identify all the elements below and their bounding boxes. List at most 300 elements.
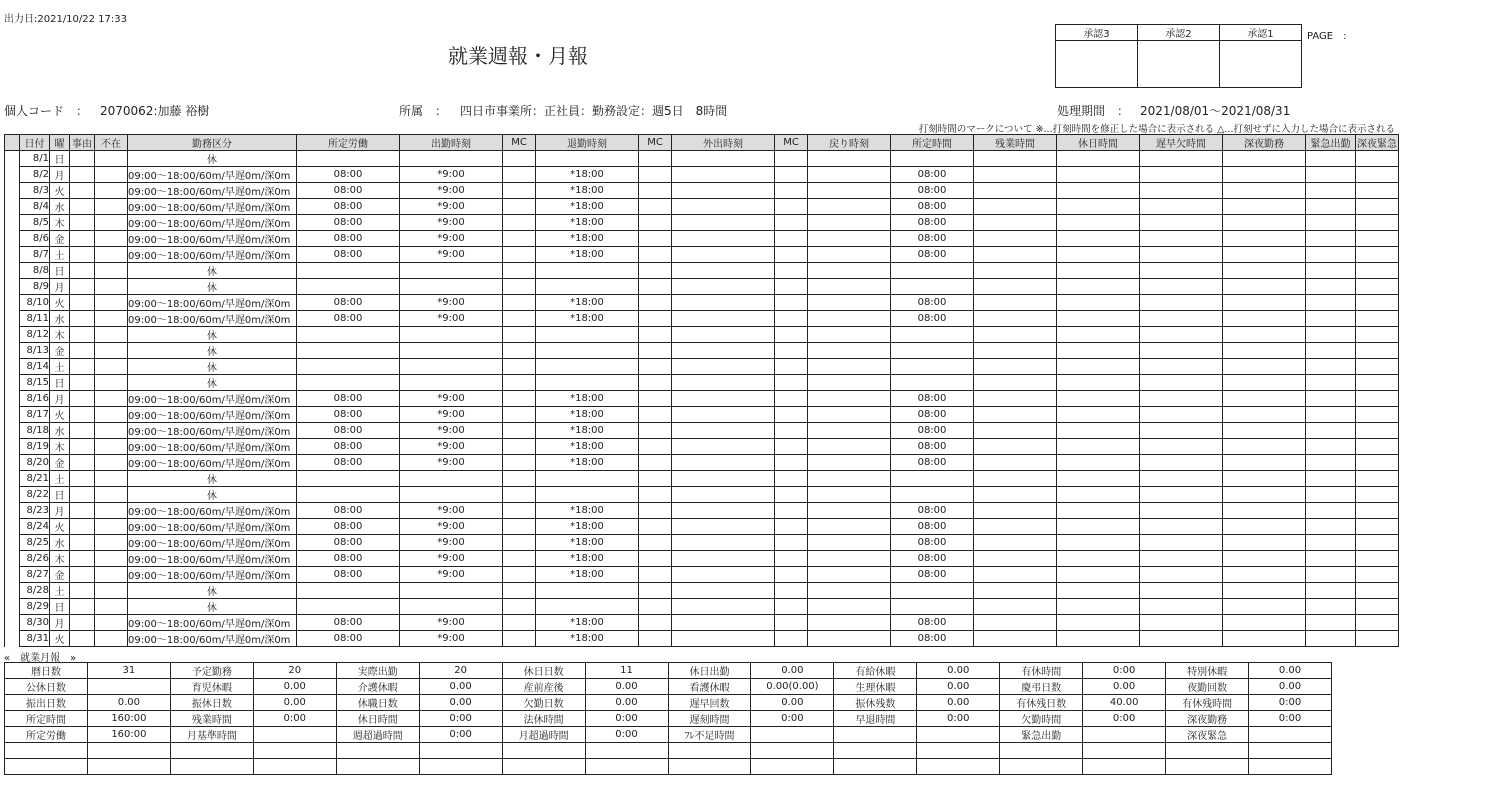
daily-cell: [1356, 407, 1399, 423]
row-spacer: [5, 487, 20, 503]
daily-cell: [1223, 599, 1306, 615]
daily-cell: 8/14: [20, 359, 50, 375]
daily-cell: 8/11: [20, 311, 50, 327]
daily-cell: [1356, 583, 1399, 599]
daily-cell: [1140, 375, 1223, 391]
summary-label: [834, 727, 917, 743]
daily-cell: *18:00: [536, 535, 639, 551]
daily-cell: [1057, 567, 1140, 583]
daily-cell: [1140, 263, 1223, 279]
daily-cell: [775, 327, 808, 343]
daily-cell: [974, 567, 1057, 583]
daily-cell: [672, 615, 775, 631]
daily-cell: [1057, 327, 1140, 343]
daily-cell: [1306, 295, 1356, 311]
daily-cell: [503, 215, 536, 231]
summary-label: 休職日数: [336, 695, 419, 711]
daily-row: [5, 423, 1399, 439]
daily-cell: [297, 343, 400, 359]
row-spacer: [5, 375, 20, 391]
daily-cell: [1140, 519, 1223, 535]
daily-cell: [974, 295, 1057, 311]
summary-label: 欠勤時間: [1000, 711, 1083, 727]
daily-row: [5, 375, 1399, 391]
daily-header-cell: 戻り時刻: [808, 135, 891, 151]
daily-cell: [775, 215, 808, 231]
daily-row: [5, 439, 1399, 455]
daily-cell: 08:00: [297, 439, 400, 455]
daily-cell: [891, 375, 974, 391]
daily-cell: [95, 295, 128, 311]
daily-cell: [95, 343, 128, 359]
summary-value: 0.00: [917, 695, 1000, 711]
daily-row: [5, 455, 1399, 471]
summary-label: 所定時間: [5, 711, 88, 727]
daily-cell: 09:00～18:00/60m/早遅0m/深0m: [128, 535, 297, 551]
daily-cell: [1223, 567, 1306, 583]
summary-value: 160:00: [87, 727, 170, 743]
daily-cell: [536, 359, 639, 375]
daily-cell: [639, 519, 672, 535]
daily-header-cell: 緊急出勤: [1306, 135, 1356, 151]
daily-cell: [1223, 519, 1306, 535]
summary-label: 遅刻時間: [668, 711, 751, 727]
daily-cell: [1306, 263, 1356, 279]
daily-cell: [1140, 407, 1223, 423]
daily-cell: 08:00: [297, 311, 400, 327]
daily-cell: [1306, 375, 1356, 391]
daily-cell: [974, 279, 1057, 295]
daily-cell: [1140, 583, 1223, 599]
daily-cell: [536, 343, 639, 359]
daily-cell: 08:00: [891, 391, 974, 407]
daily-cell: [1140, 551, 1223, 567]
daily-cell: 08:00: [891, 615, 974, 631]
daily-cell: [672, 423, 775, 439]
daily-cell: [400, 151, 503, 167]
daily-cell: [503, 583, 536, 599]
daily-cell: 休: [128, 359, 297, 375]
daily-cell: [1140, 215, 1223, 231]
stamp-mark-legend: 打刻時間のマークについて ※...打刻時間を修正した場合に表示される △...打刻せずに入力した場合に表示される: [918, 124, 1395, 135]
summary-value: [751, 743, 834, 759]
row-spacer: [5, 423, 20, 439]
daily-cell: 08:00: [891, 183, 974, 199]
daily-cell: [70, 183, 95, 199]
daily-cell: [672, 599, 775, 615]
daily-cell: *9:00: [400, 167, 503, 183]
daily-row: [5, 327, 1399, 343]
summary-row: [5, 759, 1332, 775]
summary-label: [668, 743, 751, 759]
daily-cell: 08:00: [891, 295, 974, 311]
page-title: 就業週報・月報: [448, 44, 588, 68]
daily-cell: [1306, 503, 1356, 519]
daily-cell: [536, 599, 639, 615]
daily-cell: [1057, 311, 1140, 327]
daily-cell: [1356, 199, 1399, 215]
approval-box: [1055, 24, 1302, 88]
daily-cell: [1140, 487, 1223, 503]
daily-cell: [70, 167, 95, 183]
row-spacer: [5, 311, 20, 327]
row-spacer: [5, 327, 20, 343]
daily-cell: [1057, 583, 1140, 599]
daily-cell: [808, 599, 891, 615]
daily-cell: [297, 487, 400, 503]
daily-cell: 08:00: [297, 167, 400, 183]
period-value: 2021/08/01～2021/08/31: [1140, 104, 1291, 118]
daily-cell: [297, 599, 400, 615]
row-spacer: [5, 615, 20, 631]
daily-cell: [974, 343, 1057, 359]
daily-cell: 休: [128, 583, 297, 599]
daily-cell: 8/26: [20, 551, 50, 567]
daily-cell: *9:00: [400, 247, 503, 263]
summary-value: [419, 759, 502, 775]
daily-row: [5, 231, 1399, 247]
daily-cell: [775, 503, 808, 519]
daily-cell: [400, 487, 503, 503]
daily-row: [5, 279, 1399, 295]
daily-cell: [808, 295, 891, 311]
summary-label: 遅早回数: [668, 695, 751, 711]
summary-value: [1083, 759, 1166, 775]
daily-cell: [297, 151, 400, 167]
summary-label: [1166, 743, 1249, 759]
daily-cell: [775, 471, 808, 487]
daily-cell: [95, 503, 128, 519]
row-spacer: [5, 199, 20, 215]
daily-cell: [70, 551, 95, 567]
daily-cell: *9:00: [400, 231, 503, 247]
summary-label: 暦日数: [5, 663, 88, 679]
daily-cell: [1356, 455, 1399, 471]
daily-cell: [1306, 519, 1356, 535]
daily-cell: *9:00: [400, 407, 503, 423]
daily-header-row: [5, 135, 1399, 151]
daily-cell: [95, 407, 128, 423]
daily-cell: [775, 455, 808, 471]
employee-code-label: 個人コード ：: [4, 104, 89, 118]
daily-cell: [775, 359, 808, 375]
daily-cell: [70, 327, 95, 343]
daily-cell: [1356, 327, 1399, 343]
daily-cell: [974, 359, 1057, 375]
daily-cell: [639, 631, 672, 647]
daily-cell: [70, 343, 95, 359]
daily-cell: [503, 183, 536, 199]
daily-cell: [503, 535, 536, 551]
daily-cell: [672, 295, 775, 311]
daily-cell: [808, 199, 891, 215]
department-value: 四日市事業所：正社員：勤務設定：週5日 8時間: [460, 104, 728, 118]
daily-cell: [672, 535, 775, 551]
daily-cell: [503, 167, 536, 183]
approval-3-stamp: [1056, 41, 1138, 88]
daily-cell: [672, 231, 775, 247]
daily-cell: *9:00: [400, 503, 503, 519]
daily-cell: 08:00: [297, 535, 400, 551]
daily-cell: 08:00: [297, 519, 400, 535]
daily-cell: 09:00～18:00/60m/早遅0m/深0m: [128, 199, 297, 215]
daily-cell: [297, 327, 400, 343]
daily-cell: [1140, 535, 1223, 551]
summary-value: [87, 743, 170, 759]
daily-cell: [672, 263, 775, 279]
summary-row: [5, 679, 1332, 695]
daily-cell: [974, 599, 1057, 615]
daily-cell: [808, 631, 891, 647]
daily-cell: [974, 167, 1057, 183]
daily-row: [5, 151, 1399, 167]
daily-cell: 09:00～18:00/60m/早遅0m/深0m: [128, 391, 297, 407]
daily-header-cell: 遅早欠時間: [1140, 135, 1223, 151]
daily-cell: [672, 343, 775, 359]
summary-label: 休日日数: [502, 663, 585, 679]
summary-row: [5, 663, 1332, 679]
daily-cell: *18:00: [536, 311, 639, 327]
daily-cell: 水: [50, 199, 70, 215]
daily-cell: [1306, 615, 1356, 631]
daily-cell: [1356, 423, 1399, 439]
daily-cell: [1223, 503, 1306, 519]
summary-value: [917, 727, 1000, 743]
summary-label: 法休時間: [502, 711, 585, 727]
summary-value: [1083, 727, 1166, 743]
daily-cell: [1140, 183, 1223, 199]
daily-cell: 月: [50, 503, 70, 519]
summary-label: 慶弔日数: [1000, 679, 1083, 695]
daily-cell: [503, 279, 536, 295]
daily-cell: [503, 231, 536, 247]
daily-cell: [1223, 439, 1306, 455]
daily-cell: [672, 327, 775, 343]
daily-cell: 8/15: [20, 375, 50, 391]
daily-cell: *18:00: [536, 167, 639, 183]
daily-cell: [1223, 375, 1306, 391]
daily-cell: [1223, 343, 1306, 359]
daily-row: [5, 167, 1399, 183]
daily-cell: [1140, 151, 1223, 167]
daily-cell: [95, 391, 128, 407]
daily-cell: [639, 215, 672, 231]
daily-cell: *18:00: [536, 231, 639, 247]
daily-cell: [70, 599, 95, 615]
summary-label: ﾌﾚ不足時間: [668, 727, 751, 743]
daily-cell: [1306, 343, 1356, 359]
summary-value: 20: [419, 663, 502, 679]
daily-cell: [808, 327, 891, 343]
daily-cell: [891, 151, 974, 167]
daily-cell: [70, 407, 95, 423]
daily-cell: [672, 567, 775, 583]
daily-cell: [1140, 311, 1223, 327]
summary-value: 0:00: [253, 711, 336, 727]
daily-cell: 09:00～18:00/60m/早遅0m/深0m: [128, 295, 297, 311]
daily-cell: [1223, 631, 1306, 647]
daily-cell: [1356, 615, 1399, 631]
daily-cell: [70, 503, 95, 519]
daily-cell: [1057, 199, 1140, 215]
daily-cell: [1057, 551, 1140, 567]
daily-cell: [775, 375, 808, 391]
daily-cell: [1140, 391, 1223, 407]
daily-row: [5, 487, 1399, 503]
daily-cell: [95, 455, 128, 471]
daily-cell: [1057, 487, 1140, 503]
daily-cell: 水: [50, 535, 70, 551]
daily-cell: [974, 631, 1057, 647]
daily-cell: [1057, 295, 1140, 311]
summary-label: [502, 759, 585, 775]
daily-cell: 月: [50, 279, 70, 295]
daily-cell: 8/23: [20, 503, 50, 519]
approval-2-stamp: [1138, 41, 1220, 88]
daily-cell: [1223, 199, 1306, 215]
daily-cell: [95, 263, 128, 279]
daily-cell: [1140, 231, 1223, 247]
daily-cell: [672, 503, 775, 519]
daily-cell: [974, 503, 1057, 519]
daily-cell: [95, 423, 128, 439]
daily-cell: *18:00: [536, 567, 639, 583]
daily-cell: [808, 375, 891, 391]
daily-cell: [503, 295, 536, 311]
summary-value: 0.00(0.00): [751, 679, 834, 695]
daily-cell: [1140, 455, 1223, 471]
daily-cell: 休: [128, 599, 297, 615]
daily-cell: [70, 615, 95, 631]
daily-cell: 木: [50, 215, 70, 231]
summary-label: [834, 743, 917, 759]
daily-cell: [672, 439, 775, 455]
daily-cell: 08:00: [891, 455, 974, 471]
daily-cell: 08:00: [297, 295, 400, 311]
daily-cell: [70, 279, 95, 295]
daily-cell: [775, 151, 808, 167]
daily-cell: [1356, 231, 1399, 247]
summary-row: [5, 727, 1332, 743]
daily-cell: 8/25: [20, 535, 50, 551]
daily-cell: 土: [50, 471, 70, 487]
daily-row: [5, 599, 1399, 615]
daily-cell: [639, 311, 672, 327]
daily-header-cell: 所定時間: [891, 135, 974, 151]
daily-cell: 金: [50, 343, 70, 359]
daily-cell: 08:00: [297, 567, 400, 583]
daily-cell: [1306, 471, 1356, 487]
daily-cell: [775, 391, 808, 407]
summary-label: 月超過時間: [502, 727, 585, 743]
row-spacer: [5, 151, 20, 167]
summary-label: 育児休暇: [170, 679, 253, 695]
daily-cell: [808, 407, 891, 423]
row-spacer: [5, 407, 20, 423]
daily-cell: [672, 455, 775, 471]
daily-cell: [808, 423, 891, 439]
daily-cell: [639, 407, 672, 423]
daily-cell: [808, 439, 891, 455]
daily-cell: 08:00: [297, 551, 400, 567]
daily-cell: [1223, 311, 1306, 327]
summary-value: 0:00: [419, 711, 502, 727]
daily-cell: [974, 487, 1057, 503]
summary-value: 0:00: [585, 727, 668, 743]
daily-cell: *18:00: [536, 423, 639, 439]
summary-label: 予定勤務: [170, 663, 253, 679]
row-spacer: [5, 439, 20, 455]
daily-cell: [70, 471, 95, 487]
row-spacer: [5, 599, 20, 615]
daily-cell: [808, 263, 891, 279]
period-label: 処理期間 ：: [1057, 104, 1130, 118]
daily-cell: [1356, 503, 1399, 519]
daily-cell: 8/10: [20, 295, 50, 311]
daily-cell: 08:00: [891, 519, 974, 535]
daily-cell: *18:00: [536, 519, 639, 535]
daily-cell: 09:00～18:00/60m/早遅0m/深0m: [128, 423, 297, 439]
daily-cell: [1223, 535, 1306, 551]
daily-cell: 休: [128, 471, 297, 487]
daily-cell: 火: [50, 407, 70, 423]
daily-cell: [639, 183, 672, 199]
daily-cell: [775, 551, 808, 567]
daily-cell: 09:00～18:00/60m/早遅0m/深0m: [128, 519, 297, 535]
daily-cell: [775, 295, 808, 311]
daily-cell: [891, 327, 974, 343]
summary-value: 0:00: [1083, 663, 1166, 679]
daily-cell: [1306, 167, 1356, 183]
summary-label: 所定労働: [5, 727, 88, 743]
summary-value: [1249, 743, 1332, 759]
summary-value: 0.00: [87, 695, 170, 711]
daily-cell: 08:00: [891, 407, 974, 423]
summary-label: 残業時間: [170, 711, 253, 727]
daily-cell: [1140, 295, 1223, 311]
daily-cell: [974, 375, 1057, 391]
daily-header-cell: 所定労働: [297, 135, 400, 151]
summary-label: 産前産後: [502, 679, 585, 695]
daily-cell: [1140, 423, 1223, 439]
daily-cell: [1223, 295, 1306, 311]
daily-cell: [503, 455, 536, 471]
daily-cell: 08:00: [891, 247, 974, 263]
monthly-report-link[interactable]: « 就業月報 »: [4, 653, 77, 664]
daily-header-cell: 残業時間: [974, 135, 1057, 151]
daily-cell: 08:00: [891, 567, 974, 583]
daily-cell: [503, 567, 536, 583]
daily-cell: [672, 519, 775, 535]
daily-cell: 08:00: [297, 503, 400, 519]
daily-cell: [297, 279, 400, 295]
daily-cell: [1057, 151, 1140, 167]
daily-cell: [1356, 359, 1399, 375]
daily-cell: [1057, 631, 1140, 647]
daily-cell: [1356, 295, 1399, 311]
summary-value: [253, 759, 336, 775]
daily-cell: [672, 183, 775, 199]
daily-cell: [808, 311, 891, 327]
daily-cell: [503, 439, 536, 455]
summary-value: 0.00: [751, 663, 834, 679]
daily-cell: [775, 183, 808, 199]
employee-code-value: 2070062:加藤 裕樹: [100, 104, 210, 118]
daily-cell: 8/31: [20, 631, 50, 647]
daily-cell: [1306, 407, 1356, 423]
daily-cell: [1223, 423, 1306, 439]
daily-cell: [808, 471, 891, 487]
